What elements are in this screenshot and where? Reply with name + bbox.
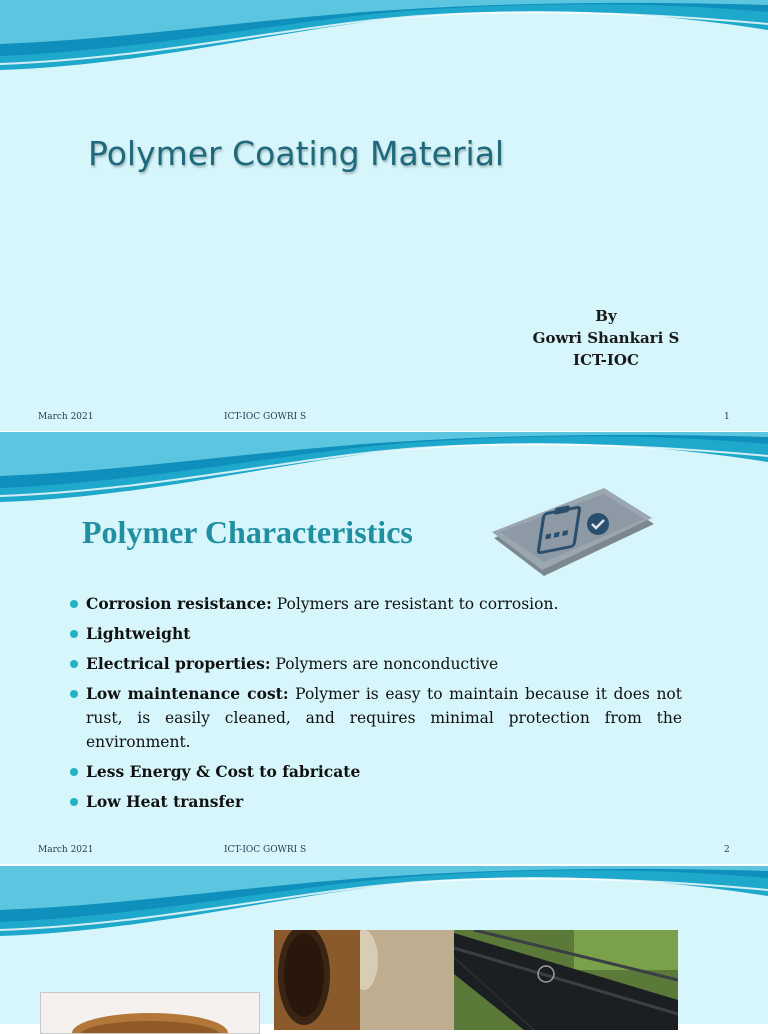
bullet-icon <box>70 768 78 776</box>
author-org: ICT-IOC <box>573 351 639 369</box>
slide-title: Polymer Coating Material <box>88 134 505 173</box>
bullet-term: Low Heat transfer <box>86 792 244 811</box>
characteristics-list <box>70 592 682 820</box>
clipboard-check-tablet-icon <box>488 488 658 580</box>
pipe-cross-section-photo <box>40 992 260 1034</box>
bullet-term: Corrosion resistance: <box>86 594 272 613</box>
bullet-term: Low maintenance cost: <box>86 684 289 703</box>
pipe-cross-section-drawing <box>41 993 259 1033</box>
author-block <box>520 305 692 371</box>
list-item <box>70 790 682 814</box>
pipes-photo <box>274 930 678 1030</box>
footer-center: ICT-IOC GOWRI S <box>224 412 307 422</box>
bullet-text: Polymers are nonconductive <box>270 655 499 673</box>
bullet-icon <box>70 600 78 608</box>
wave-header-decoration <box>0 0 768 80</box>
footer-page-number: 2 <box>724 845 730 855</box>
list-item <box>70 682 682 754</box>
bullet-term: Less Energy & Cost to fabricate <box>86 762 361 781</box>
bullet-icon <box>70 630 78 638</box>
bullet-text: Polymers are resistant to corrosion. <box>271 595 559 613</box>
list-item <box>70 760 682 784</box>
bullet-text: Polymer is easy to maintain because it does not rust, is easily cleaned, and requires minimal protection from the environment. <box>86 685 682 751</box>
list-item <box>70 652 682 676</box>
slide-1 <box>0 0 768 431</box>
bullet-icon <box>70 660 78 668</box>
slide-title: Polymer Characteristics <box>82 514 413 550</box>
list-item <box>70 592 682 616</box>
by-label: By <box>595 307 617 325</box>
bullet-term: Lightweight <box>86 624 191 643</box>
bullet-icon <box>70 690 78 698</box>
footer-page-number: 1 <box>724 412 730 422</box>
footer-center: ICT-IOC GOWRI S <box>224 845 307 855</box>
pipes-photo-drawing <box>274 930 678 1030</box>
bullet-icon <box>70 798 78 806</box>
footer-date: March 2021 <box>38 412 94 422</box>
bullet-term: Electrical properties: <box>86 654 271 673</box>
footer-date: March 2021 <box>38 845 94 855</box>
author-name: Gowri Shankari S <box>532 329 680 347</box>
list-item <box>70 622 682 646</box>
